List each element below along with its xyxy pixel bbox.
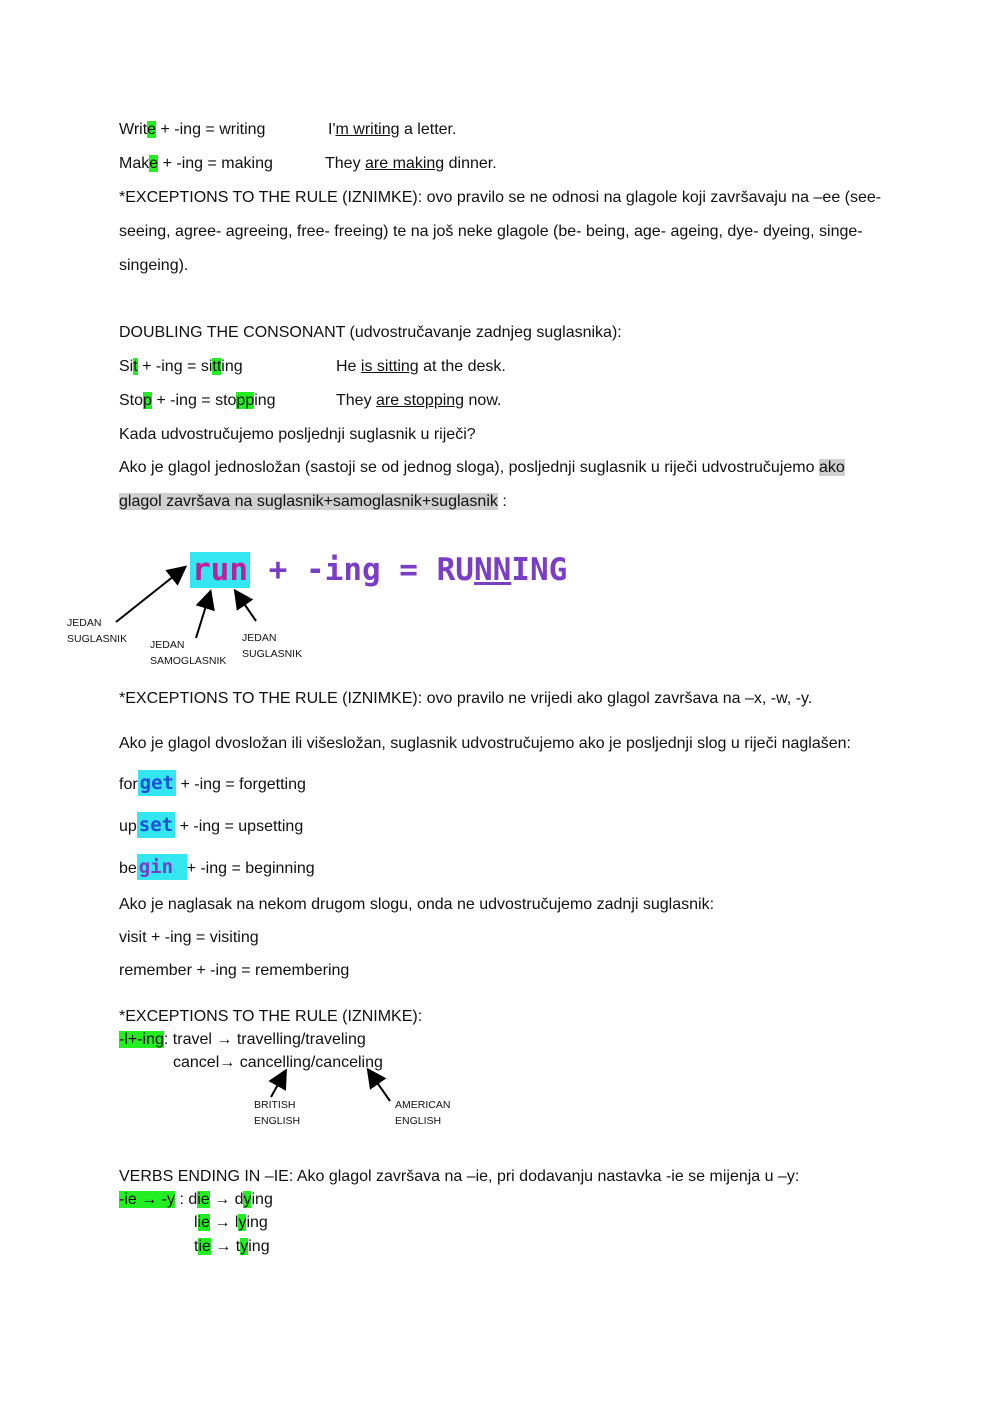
text: ing [248,1238,270,1255]
example-remember: remember + -ing = remembering [119,962,350,979]
highlight: ie [197,1214,211,1231]
text: at the desk. [418,358,506,375]
highlight: e [147,121,157,138]
example-tie [194,1237,270,1257]
text: ing [251,1191,273,1208]
text: for [119,776,138,793]
tag-ie-y: -ie → -y [119,1191,175,1208]
highlight: p [143,392,152,409]
rule-multisyllable: Ako je glagol dvosložan ili višesložan, suglasnik udvostručujemo ako je posljednji slog u riječi naglašen: [119,735,851,752]
rule-other-stress: Ako je naglasak na nekom drugom slogu, onda ne udvostručujemo zadnji suglasnik: [119,896,715,913]
text: + -ing = RU [250,552,474,588]
stressed-syllable: set [138,814,174,836]
example-cancel: cancel→ cancelling/canceling [173,1054,383,1071]
text: now. [464,392,502,409]
grey-highlight: ako [818,459,845,476]
stressed-syllable: gin [138,856,185,878]
text: Mak [119,155,150,172]
text: + -ing = making [158,155,273,172]
example-visit: visit + -ing = visiting [119,929,259,946]
arrow-british [271,1072,285,1097]
text: + -ing = forgetting [176,776,306,793]
text: t [194,1238,199,1255]
stressed-syllable: get [139,772,174,794]
text: ING [511,552,568,588]
text: dinner. [444,155,497,172]
text: They [336,392,377,409]
text: + -ing = beginning [186,860,315,877]
exception-ee-line3: singeing). [119,257,189,274]
highlight: y [243,1191,252,1208]
tag-l-ing: -l+-ing [119,1031,164,1048]
label-vowel: JEDAN SAMOGLASNIK [150,639,227,667]
text: + -ing = writing [156,121,266,138]
heading-ie: VERBS ENDING IN –IE: Ako glagol završava na –ie, pri dodavanju nastavka -ie se mijenja u –y: [119,1168,800,1185]
underlined: m writing [335,121,400,138]
highlight: tt [212,358,222,375]
example-travel [119,1030,366,1050]
underlined: are making [365,155,445,172]
grey-highlight: glagol završava na suglasnik+samoglasnik+suglasnik [119,493,498,510]
run-word: run [192,552,248,588]
exception-l-heading: *EXCEPTIONS TO THE RULE (IZNIMKE): [119,1008,423,1025]
text: Ako je glagol jednosložan (sastoji se od jednog sloga), posljednji suglasnik u riječi udvostručujemo [119,459,819,476]
underlined: are stopping [376,392,465,409]
text: + -ing = si [137,358,213,375]
text: → d [209,1191,244,1208]
text: a letter. [399,121,457,138]
question: Kada udvostručujemo posljednji suglasnik u riječi? [119,426,476,443]
text: : travel → travelling/traveling [163,1031,366,1048]
text: I' [328,121,336,138]
highlight: t [133,358,138,375]
text: Si [119,358,134,375]
label-american: AMERICAN ENGLISH [395,1099,451,1127]
heading-doubling: DOUBLING THE CONSONANT (udvostručavanje zadnjeg suglasnika): [119,324,622,341]
text: : [497,493,507,510]
exception-ee-line1: *EXCEPTIONS TO THE RULE (IZNIMKE): ovo pravilo se ne odnosi na glagole koji završavaju na –ee (see- [119,189,882,206]
exception-ee-line2: seeing, agree- agreeing, free- freeing) te na još neke glagole (be- being, age- ageing, dye- dyeing, singe- [119,223,863,240]
text: + -ing = upsetting [175,818,304,835]
text: Writ [119,121,148,138]
arrow-consonant-2 [236,592,256,621]
highlight: ie [198,1238,211,1255]
highlight: y [240,1238,249,1255]
underlined-nn: NN [473,552,512,588]
text: He [336,358,361,375]
example-begin [119,857,315,879]
highlight: pp [236,392,255,409]
text: + -ing = sto [151,392,237,409]
text: → l [210,1214,239,1231]
exception-xwy: *EXCEPTIONS TO THE RULE (IZNIMKE): ovo pravilo ne vrijedi ako glagol završava na –x, -w, -y. [119,690,813,707]
arrow-american [369,1071,390,1101]
arrow-consonant-1 [116,568,184,622]
text: up [119,818,137,835]
text: : d [175,1191,198,1208]
text: They [325,155,366,172]
text: ing [254,392,276,409]
text: ing [246,1214,268,1231]
highlight: y [238,1214,247,1231]
text: l [194,1214,198,1231]
text: → t [210,1238,241,1255]
highlight: ie [197,1191,210,1208]
text: ing [221,358,243,375]
arrow-vowel [196,593,210,638]
label-consonant-2: JEDAN SUGLASNIK [242,632,303,660]
example-upset [119,815,303,837]
label-consonant-1: JEDAN SUGLASNIK [67,617,128,645]
label-british: BRITISH ENGLISH [254,1099,301,1127]
highlight: e [149,155,159,172]
underlined: is sitting [360,358,419,375]
text: Sto [119,392,144,409]
example-die [119,1190,273,1210]
example-lie [194,1213,268,1233]
example-forget [119,773,306,795]
text: be [119,860,137,877]
